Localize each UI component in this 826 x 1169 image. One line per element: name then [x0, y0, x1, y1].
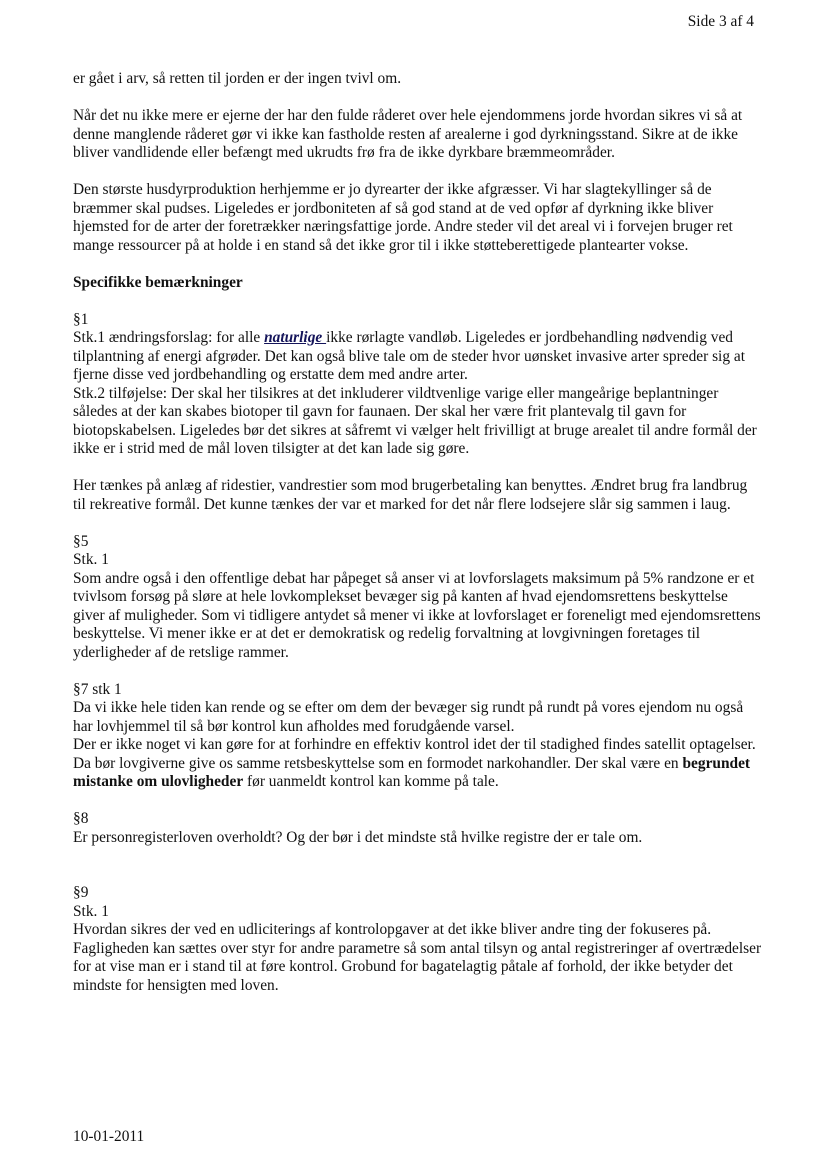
section-1-stk1	[73, 329, 763, 385]
paragraph-raaderet: Når det nu ikke mere er ejerne der har den fulde råderet over hele ejendommens jorde hvordan sikres vi så at denne manglende råderet gør vi ikke kan fastholde resten af arealerne i god dyrkningsstand. Sikre at de ikke bliver vandlidende eller befængt med ukrudts frø fra de ikke dyrkbare bræmmeområder.	[73, 107, 743, 161]
paragraph-husdyrproduktion: Den største husdyrproduktion herhjemme er jo dyrearter der ikke afgræsser. Vi har slagtekyllinger så de bræmmer skal pudses. Ligeledes er jordboniteten af så god stand at de ved opfør af dyrkning ikke bliver hjemsted for de arter der foretrækker næringsfattige jorde. Andre steder vil det areal vi i forvejen bruger ret mange ressourcer på at holde i en stand så det ikke gror til i ikke støtteberettigede plantearter vokse.	[73, 181, 733, 254]
section-8-label: §8	[73, 810, 89, 827]
stk1-text-start: Stk.1 ændringsforslag: for alle	[73, 329, 265, 346]
footer-date: 10-01-2011	[73, 1128, 145, 1145]
section-9-stk: Stk. 1	[73, 902, 109, 920]
stk1-text-end: ikke rørlagte vandløb. Ligeledes er jordbehandling nødvendig ved tilplantning af energi afgrøder. Det kan også blive tale om de steder hvor uønsket invasive arter spreder sig at fjerne disse ved jordbehandling og erstatte dem med andre arter.	[73, 329, 745, 383]
section-9-text: Hvordan sikres der ved en udliciterings af kontrolopgaver at det ikke bliver andre ting der fokuseres på. Fagligheden kan sættes over styr for andre parametre så som antal tilsyn og antal registreringer af overtrædelser for at vise man er i stand til at føre kontrol. Grobund for bagatelagtig påtale af forhold, der ikke betyder det mindste for hensigten med loven.	[73, 921, 762, 994]
section-7-label: §7 stk 1	[73, 680, 122, 698]
section-1-extra: Her tænkes på anlæg af ridestier, vandrestier som mod brugerbetaling kan benyttes. Ændret brug fra landbrug til rekreative formål. Det kunne tænkes der var et marked for det når flere lodsejere slår sig sammen i laug.	[73, 477, 748, 513]
section-5-text: Som andre også i den offentlige debat har påpeget så anser vi at lovforslagets maksimum på 5% randzone er et tvivlsom forsøg på sløre at hele lovkomplekset bevæger sig på kanten af hvad ejendomsrettens beskyttelse giver af muligheder. Som vi tidligere antydet så mener vi ikke at lovforslaget er foreneligt med ejendomsrettens beskyttelse. Vi mener ikke er at det er demokratisk og redelig forvaltning at lovgivningen foretages til yderligheder af de retslige rammer.	[73, 569, 761, 661]
section-1-label: §1	[73, 310, 89, 328]
section-1-stk2: Stk.2 tilføjelse: Der skal her tilsikres at det inkluderer vildtvenlige varige eller mangeårige beplantninger således at der kan skabes biotoper til gavn for faunaen. Der skal her være frit plantevalg til gavn for biotopskabelsen. Ligeledes bør det sikres at såfremt vi vælger helt frivilligt at bruge arealet til andre formål der ikke er i strid med de mål loven tilsigter at det kan lade sig gøre.	[73, 384, 757, 457]
bold-emphasis: begrundet mistanke om ulovligheder	[73, 754, 751, 790]
section-9-label: §9	[73, 884, 89, 901]
page-number: Side 3 af 4	[687, 13, 754, 30]
section-5-stk: Stk. 1	[73, 551, 109, 568]
document-body	[73, 70, 763, 995]
section-5-label: §5	[73, 532, 89, 550]
section-7-text-2	[73, 736, 763, 792]
s7-text-start: Der er ikke noget vi kan gøre for at forhindre en effektiv kontrol idet der til stadighed findes satellit optagelser. Da bør lovgiverne give os samme retsbeskyttelse som en formodet narkohandler. Der skal være en	[73, 736, 756, 772]
paragraph-inheritance: er gået i arv, så retten til jorden er der ingen tvivl om.	[73, 70, 402, 87]
section-7-text-1: Da vi ikke hele tiden kan rende og se efter om dem der bevæger sig rundt på rundt på vores ejendom nu også har lovhjemmel til så bør kontrol kun afholdes med forudgående varsel.	[73, 699, 744, 735]
s7-text-end: før uanmeldt kontrol kan komme på tale.	[243, 773, 499, 790]
section-8-text: Er personregisterloven overholdt? Og der bør i det mindste stå hvilke registre der er tale om.	[73, 828, 643, 846]
section-heading: Specifikke bemærkninger	[73, 273, 243, 291]
naturlige-emphasis: naturlige	[264, 329, 327, 346]
